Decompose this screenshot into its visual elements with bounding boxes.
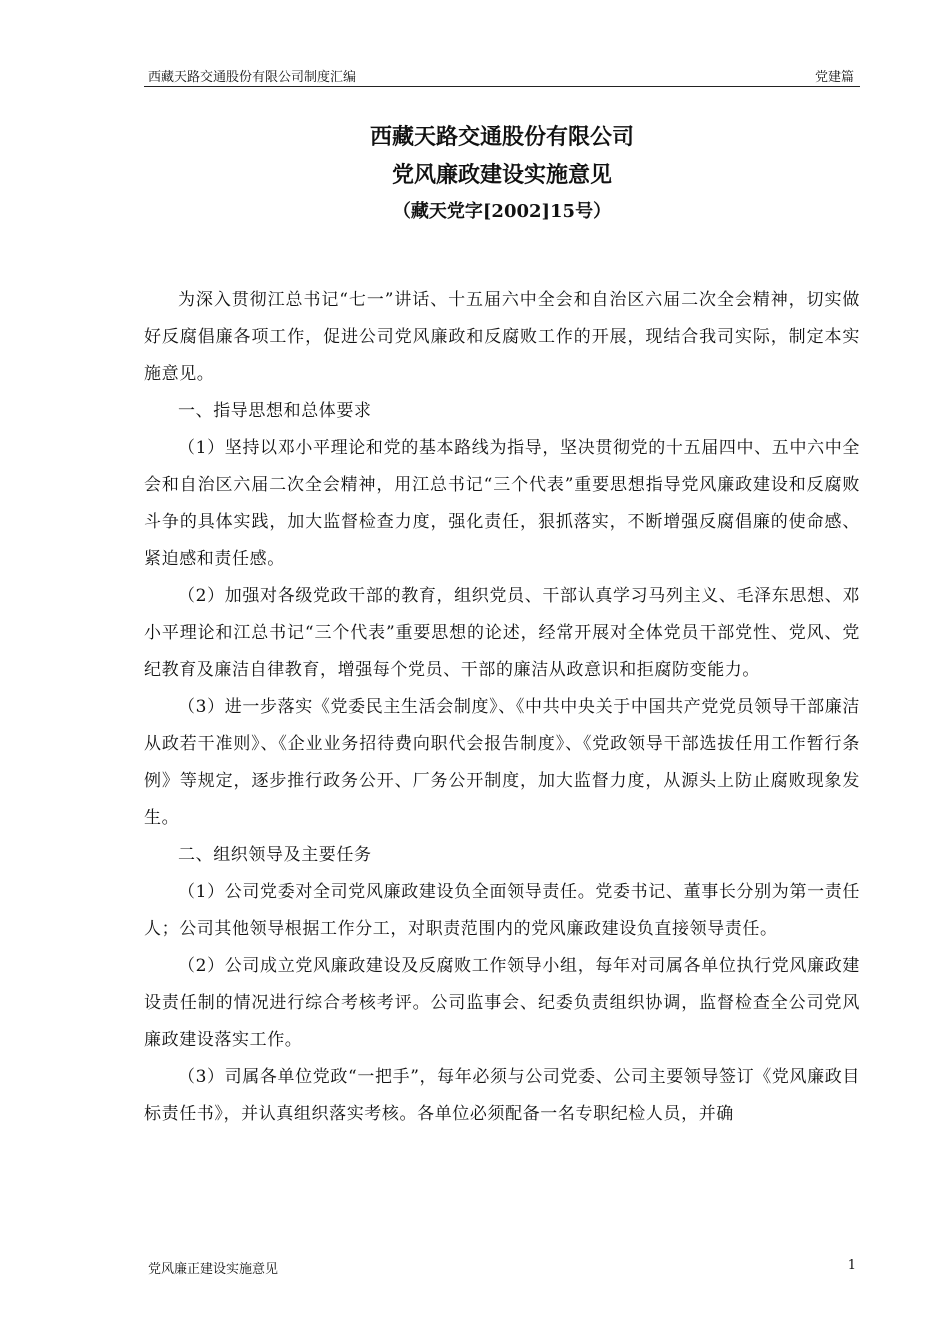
doc-title-main: 党风廉政建设实施意见 [391,162,612,188]
paragraph: （3）进一步落实《党委民主生活会制度》、《中共中央关于中国共产党党员领导干部廉洁从政若干准则》、《企业业务招待费向职代会报告制度》、《党政领导干部选拔任用工作暂行条例》等规定，逐步推行政务公开、厂务公开制度，加大监督力度，从源头上防止腐败现象发生。 [144,697,860,828]
paragraph: （3）司属各单位党政“一把手”，每年必须与公司党委、公司主要领导签订《党风廉政目标责任书》，并认真组织落实考核。各单位必须配备一名专职纪检人员，并确 [144,1067,860,1124]
page-number: 1 [847,1258,856,1273]
header-left-text: 西藏天路交通股份有限公司制度汇编 [148,70,357,85]
section-heading: 一、指导思想和总体要求 [178,401,372,421]
page-header [144,64,860,87]
section-heading: 二、组织领导及主要任务 [178,845,372,865]
doc-title-company: 西藏天路交通股份有限公司 [369,124,634,150]
doc-number: （藏天党字[2002]15号） [392,201,612,222]
document-body [144,282,860,1133]
paragraph: （2）加强对各级党政干部的教育，组织党员、干部认真学习马列主义、毛泽东思想、邓小平理论和江总书记“三个代表”重要思想的论述，经常开展对全体党员干部党性、党风、党纪教育及廉洁自律教育，增强每个党员、干部的廉洁从政意识和拒腐防变能力。 [144,586,860,680]
paragraph: 为深入贯彻江总书记“七一”讲话、十五届六中全会和自治区六届二次全会精神，切实做好反腐倡廉各项工作，促进公司党风廉政和反腐败工作的开展，现结合我司实际，制定本实施意见。 [144,290,860,384]
paragraph: （2）公司成立党风廉政建设及反腐败工作领导小组，每年对司属各单位执行党风廉政建设责任制的情况进行综合考核考评。公司监事会、纪委负责组织协调，监督检查全公司党风廉政建设落实工作。 [144,956,860,1050]
header-right-text: 党建篇 [814,70,854,85]
footer-left-text: 党风廉正建设实施意见 [148,1262,279,1277]
paragraph: （1）公司党委对全司党风廉政建设负全面领导责任。党委书记、董事长分别为第一责任人；公司其他领导根据工作分工，对职责范围内的党风廉政建设负直接领导责任。 [144,882,860,939]
paragraph: （1）坚持以邓小平理论和党的基本路线为指导，坚决贯彻党的十五届四中、五中六中全会和自治区六届二次全会精神，用江总书记“三个代表”重要思想指导党风廉政建设和反腐败斗争的具体实践，加大监督检查力度，强化责任，狠抓落实，不断增强反腐倡廉的使命感、紧迫感和责任感。 [144,438,860,569]
